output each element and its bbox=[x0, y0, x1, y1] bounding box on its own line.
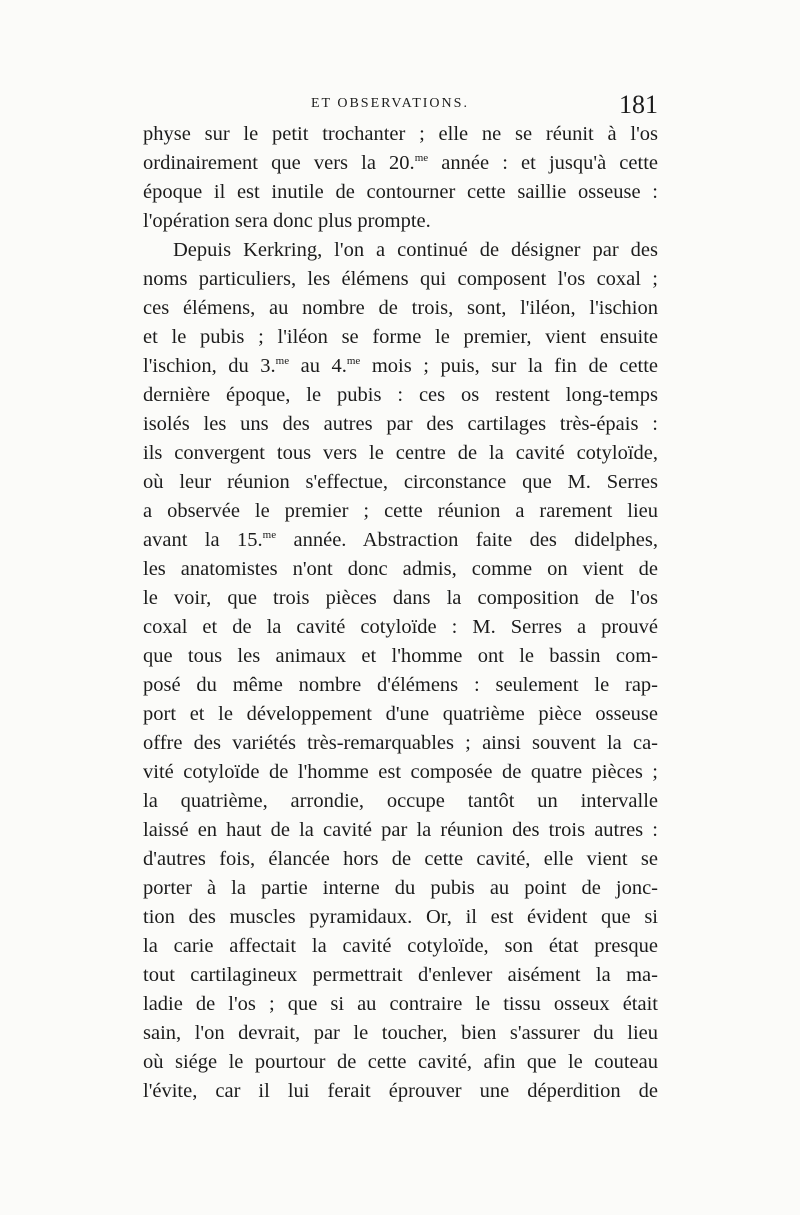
text-segment: isolés les uns des autres par des cartilages très-épais : bbox=[143, 413, 658, 435]
text-line bbox=[143, 1048, 658, 1077]
superscript: me bbox=[262, 529, 277, 541]
text-segment: posé du même nombre d'élémens : seulement le rap- bbox=[143, 674, 658, 696]
text-segment: le voir, que trois pièces dans la composition de l'os bbox=[143, 587, 658, 609]
text-segment: les anatomistes n'ont donc admis, comme on vient de bbox=[143, 558, 658, 580]
running-head bbox=[143, 92, 658, 118]
text-line bbox=[143, 265, 658, 294]
text-segment: tion des muscles pyramidaux. Or, il est évident que si bbox=[143, 906, 658, 928]
text-segment: que tous les animaux et l'homme ont le bassin com- bbox=[143, 645, 658, 667]
text-line bbox=[143, 439, 658, 468]
text-line bbox=[143, 120, 658, 149]
text-segment: année. Abstraction faite des didelphes, bbox=[276, 529, 658, 551]
text-segment: au 4. bbox=[289, 355, 347, 377]
text-segment: dernière époque, le pubis : ces os restent long-temps bbox=[143, 384, 658, 406]
text-segment: avant la 15. bbox=[143, 529, 263, 551]
text-line bbox=[143, 584, 658, 613]
text-segment: époque il est inutile de contourner cette saillie osseuse : bbox=[143, 181, 658, 203]
text-line bbox=[143, 758, 658, 787]
text-segment: la carie affectait la cavité cotyloïde, son état presque bbox=[143, 935, 658, 957]
text-segment: porter à la partie interne du pubis au point de jonc- bbox=[143, 877, 658, 899]
text-segment: mois ; puis, sur la fin de cette bbox=[360, 355, 658, 377]
text-line bbox=[143, 1019, 658, 1048]
text-line bbox=[143, 352, 658, 381]
text-line bbox=[143, 816, 658, 845]
text-line bbox=[143, 381, 658, 410]
text-line bbox=[143, 642, 658, 671]
text-line bbox=[143, 323, 658, 352]
text-line bbox=[143, 845, 658, 874]
text-line bbox=[143, 903, 658, 932]
text-line bbox=[143, 932, 658, 961]
text-line bbox=[143, 1077, 658, 1106]
text-segment: et le pubis ; l'iléon se forme le premier, vient ensuite bbox=[143, 326, 658, 348]
superscript: me bbox=[346, 355, 361, 367]
text-segment: année : et jusqu'à cette bbox=[428, 152, 658, 174]
text-segment: la quatrième, arrondie, occupe tantôt un intervalle bbox=[143, 790, 658, 812]
text-segment: vité cotyloïde de l'homme est composée de quatre pièces ; bbox=[143, 761, 658, 783]
text-line bbox=[143, 207, 658, 236]
text-segment: offre des variétés très-remarquables ; ainsi souvent la ca- bbox=[143, 732, 658, 754]
text-line bbox=[173, 236, 658, 265]
text-segment: d'autres fois, élancée hors de cette cavité, elle vient se bbox=[143, 848, 658, 870]
text-segment: l'évite, car il lui ferait éprouver une déperdition de bbox=[143, 1080, 658, 1102]
text-segment: coxal et de la cavité cotyloïde : M. Serres a prouvé bbox=[143, 616, 658, 638]
text-segment: laissé en haut de la cavité par la réunion des trois autres : bbox=[143, 819, 658, 841]
superscript: me bbox=[275, 355, 290, 367]
text-line bbox=[143, 555, 658, 584]
text-segment: ladie de l'os ; que si au contraire le tissu osseux était bbox=[143, 993, 658, 1015]
text-segment: ils convergent tous vers le centre de la cavité cotyloïde, bbox=[143, 442, 658, 464]
text-segment: physe sur le petit trochanter ; elle ne se réunit à l'os bbox=[143, 123, 658, 145]
text-segment: sain, l'on devrait, par le toucher, bien s'assurer du lieu bbox=[143, 1022, 658, 1044]
text-segment: où siége le pourtour de cette cavité, afin que le couteau bbox=[143, 1051, 658, 1073]
text-line bbox=[143, 294, 658, 323]
text-segment: ordinairement que vers la 20. bbox=[143, 152, 415, 174]
text-line bbox=[143, 700, 658, 729]
superscript: me bbox=[414, 152, 429, 164]
text-segment: a observée le premier ; cette réunion a rarement lieu bbox=[143, 500, 658, 522]
text-line bbox=[143, 729, 658, 758]
text-line bbox=[143, 990, 658, 1019]
text-line bbox=[143, 178, 658, 207]
page-number: 181 bbox=[619, 90, 658, 119]
text-segment: l'ischion, du 3. bbox=[143, 355, 276, 377]
text-line bbox=[143, 468, 658, 497]
text-line bbox=[143, 410, 658, 439]
text-segment: Depuis Kerkring, l'on a continué de désigner par des bbox=[173, 239, 658, 261]
text-line bbox=[143, 497, 658, 526]
text-line bbox=[143, 787, 658, 816]
text-segment: port et le développement d'une quatrième pièce osseuse bbox=[143, 703, 658, 725]
text-line bbox=[143, 526, 658, 555]
text-segment: l'opération sera donc plus prompte. bbox=[143, 210, 431, 232]
text-line bbox=[143, 671, 658, 700]
running-head-title: ET OBSERVATIONS. bbox=[311, 96, 469, 111]
text-line bbox=[143, 149, 658, 178]
text-line bbox=[143, 961, 658, 990]
text-segment: noms particuliers, les élémens qui composent l'os coxal ; bbox=[143, 268, 658, 290]
text-line bbox=[143, 613, 658, 642]
text-segment: tout cartilagineux permettrait d'enlever aisément la ma- bbox=[143, 964, 658, 986]
text-segment: ces élémens, au nombre de trois, sont, l'iléon, l'ischion bbox=[143, 297, 658, 319]
text-line bbox=[143, 874, 658, 903]
text-segment: où leur réunion s'effectue, circonstance que M. Serres bbox=[143, 471, 658, 493]
